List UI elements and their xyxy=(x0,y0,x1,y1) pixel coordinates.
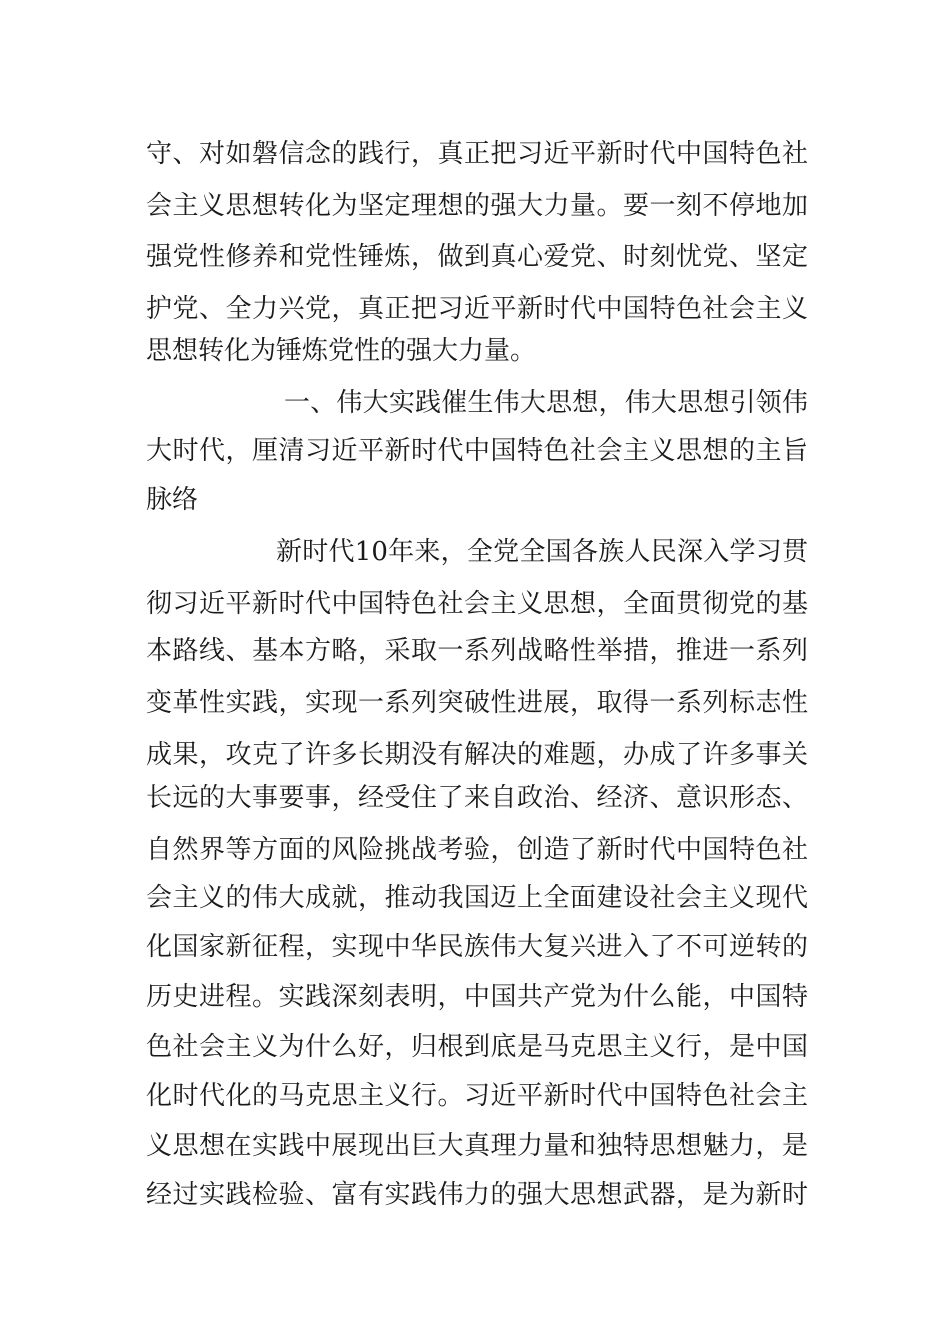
text-line: 护党、全力兴党，真正把习近平新时代中国特色社会主义 xyxy=(146,294,808,324)
text-line: 化时代化的马克思主义行。习近平新时代中国特色社会主 xyxy=(146,1081,808,1111)
section-heading: 脉络 xyxy=(146,485,199,515)
section-heading: 大时代，厘清习近平新时代中国特色社会主义思想的主旨 xyxy=(146,436,808,466)
text-line: 变革性实践，实现一系列突破性进展，取得一系列标志性 xyxy=(146,688,808,718)
text-line: 历史进程。实践深刻表明，中国共产党为什么能，中国特 xyxy=(146,982,808,1012)
text-line: 义思想在实践中展现出巨大真理力量和独特思想魅力，是 xyxy=(146,1131,808,1161)
text-line: 彻习近平新时代中国特色社会主义思想，全面贯彻党的基 xyxy=(146,589,808,619)
text-line: 成果，攻克了许多长期没有解决的难题，办成了许多事关 xyxy=(146,740,808,770)
text-line: 会主义思想转化为坚定理想的强大力量。要一刻不停地加 xyxy=(146,191,808,221)
text-line: 色社会主义为什么好，归根到底是马克思主义行，是中国 xyxy=(146,1032,808,1062)
text-line: 会主义的伟大成就，推动我国迈上全面建设社会主义现代 xyxy=(146,883,808,913)
text-line: 守、对如磐信念的践行，真正把习近平新时代中国特色社 xyxy=(146,139,808,169)
text-line: 经过实践检验、富有实践伟力的强大思想武器，是为新时 xyxy=(146,1180,808,1210)
text-line: 思想转化为锤炼党性的强大力量。 xyxy=(146,336,537,366)
text-line: 本路线、基本方略，采取一系列战略性举措，推进一系列 xyxy=(146,636,808,666)
text-line: 强党性修养和党性锤炼，做到真心爱党、时刻忧党、坚定 xyxy=(146,242,808,272)
text-line: 自然界等方面的风险挑战考验，创造了新时代中国特色社 xyxy=(146,835,808,865)
text-line: 化国家新征程，实现中华民族伟大复兴进入了不可逆转的 xyxy=(146,932,808,962)
section-heading: 一、伟大实践催生伟大思想，伟大思想引领伟 xyxy=(284,388,808,418)
text-line: 长远的大事要事，经受住了来自政治、经济、意识形态、 xyxy=(146,783,808,813)
text-line: 新时代10年来，全党全国各族人民深入学习贯 xyxy=(276,537,808,567)
